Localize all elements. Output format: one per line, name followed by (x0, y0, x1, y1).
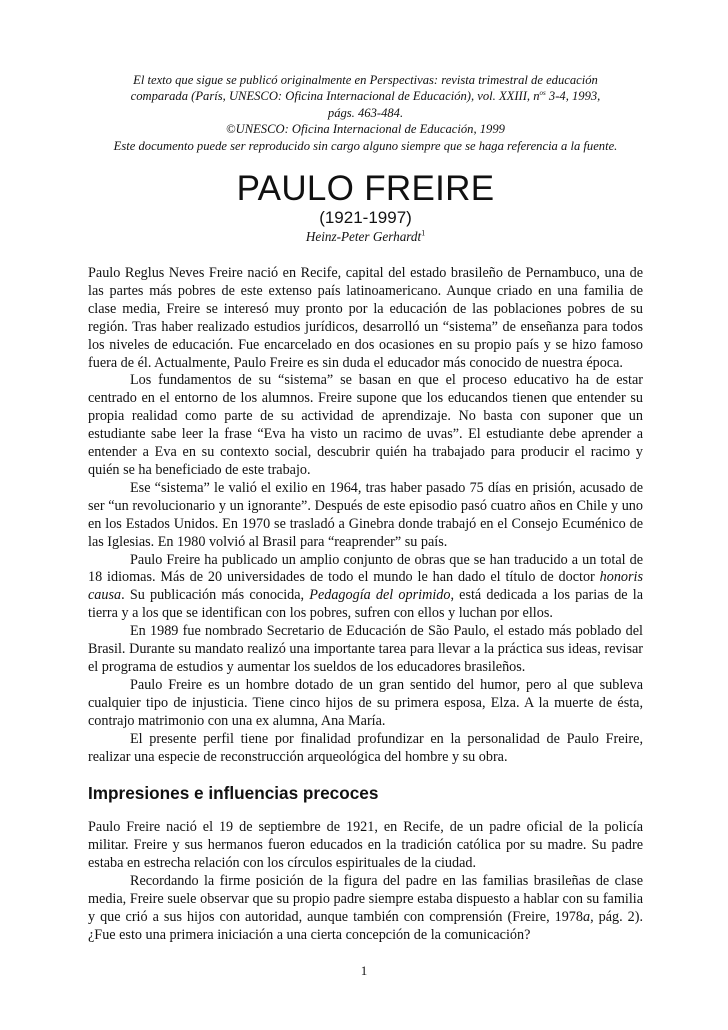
publication-note-line-2-end: 3-4, 1993, (545, 89, 601, 104)
paragraph-intro-4-text-b: . Su publicación más conocida, (121, 587, 310, 604)
citation-letter-italic: a (583, 908, 591, 925)
paragraph-intro-4-text-a: Paulo Freire ha publicado un amplio conjunto de obras que se han traducido a un total de 18 idiomas. Más de 20 universidades de todo el mundo le han dado el título de doctor (88, 551, 643, 586)
publication-note-line-1: El texto que sigue se publicó originalmente en Perspectivas: revista trimestral de educación (133, 73, 598, 87)
publication-note-line-2-text: comparada (París, UNESCO: Oficina Internacional de Educación), vol. XXIII, n (130, 89, 540, 104)
paragraph-intro-5: En 1989 fue nombrado Secretario de Educación de São Paulo, el estado más poblado del Brasil. Durante su mandato realizó una importante tarea para llevar a la práctica sus ideas, revisar el programa de estudios y aumentar los sueldos de los educadores brasileños. (88, 623, 643, 675)
section-heading: Impresiones e influencias precoces (88, 783, 379, 804)
page-number: 1 (360, 963, 368, 978)
author-name: Heinz-Peter Gerhardt (305, 229, 422, 245)
paragraph-intro-7: El presente perfil tiene por finalidad profundizar en la personalidad de Paulo Freire, realizar una especie de reconstrucción arqueológica del hombre y su obra. (88, 730, 643, 765)
honoris-causa-italic: honoris causa (88, 569, 643, 604)
paragraph-intro-3: Ese “sistema” le valió el exilio en 1964, tras haber pasado 75 días en prisión, acusado de ser “un revolucionario y un ignorante”. Después de este episodio pasó cuatro años en Chile y uno en los Estados Unidos. En 1970 se trasladó a Ginebra donde trabajó en el Consejo Ecuménico de las Iglesias. En 1980 volvió al Brasil para “reaprender” su país. (88, 479, 643, 550)
paragraph-section-2-text-b: , pág. 2). ¿Fue esto una primera iniciación a una cierta concepción de la comunicación? (88, 908, 643, 943)
life-dates: (1921-1997) (319, 208, 412, 228)
paragraph-section-2 (88, 873, 643, 945)
author-line (88, 228, 643, 246)
article-body (88, 265, 643, 945)
paragraph-intro-2: Los fundamentos de su “sistema” se basan en que el proceso educativo ha de estar centrado en el entorno de los alumnos. Freire supone que los educandos tienen que entender su propia realidad como parte de su actividad de aprendizaje. No basta con suponer que un estudiante sabe leer la frase “Eva ha visto un racimo de uvas”. El estudiante debe aprender a entender a Eva en su contexto social, descubrir quién ha trabajado para producir el racimo y quién se ha beneficiado de este trabajo. (88, 372, 643, 478)
page-title: PAULO FREIRE (236, 169, 495, 209)
paragraph-intro-1: Paulo Reglus Neves Freire nació en Recife, capital del estado brasileño de Pernambuco, una de las partes más pobres de este extenso país latinoamericano. Aunque criado en una familia de clase media, Freire se interesó muy pronto por la educación de las poblaciones pobres de su región. Tras haber realizado estudios jurídicos, desarrolló un “sistema” de enseñanza para todos los niveles de educación. Fue encarcelado en dos ocasiones en su propio país y se hizo famoso fuera de él. Actualmente, Paulo Freire es sin duda el educador más conocido de nuestra época. (88, 265, 643, 371)
reproduction-notice: Este documento puede ser reproducido sin cargo alguno siempre que se haga referencia a la fuente. (113, 138, 618, 153)
paragraph-intro-4-text-c: , está dedicada a los parias de la tierra y a los que se identifican con los pobres, sufren con ellos y luchan por ellos. (88, 587, 644, 622)
issue-number-superscript: os (539, 89, 546, 98)
book-title-italic: Pedagogía del oprimido (309, 587, 451, 604)
title-block (88, 170, 643, 246)
publication-note (84, 72, 647, 154)
footnote-marker: 1 (421, 228, 426, 238)
paragraph-section-1: Paulo Freire nació el 19 de septiembre de 1921, en Recife, de un padre oficial de la policía militar. Freire y sus hermanos fueron educados en la tradición católica por su madre. Su padre estaba en estrecha relación con los círculos espirituales de la ciudad. (88, 819, 643, 872)
copyright-line: ©UNESCO: Oficina Internacional de Educación, 1999 (226, 122, 505, 137)
paragraph-intro-6: Paulo Freire es un hombre dotado de un gran sentido del humor, pero al que subleva cualquier tipo de injusticia. Tiene cinco hijos de su primera esposa, Elza. A la muerte de ésta, contrajo matrimonio con una ex alumna, Ana María. (88, 676, 643, 729)
document-page (88, 72, 643, 945)
publication-note-line-3: págs. 463-484. (327, 105, 404, 120)
paragraph-section-2-text-a: Recordando la firme posición de la figura del padre en las familias brasileñas de clase media, Freire suele observar que su propio padre siempre estaba dispuesto a hablar con su familia y que crió a sus hijos con autoridad, aunque también con comprensión (Freire, 1978 (88, 873, 643, 925)
paragraph-intro-4 (88, 552, 643, 624)
publication-note-line-2 (84, 88, 647, 104)
